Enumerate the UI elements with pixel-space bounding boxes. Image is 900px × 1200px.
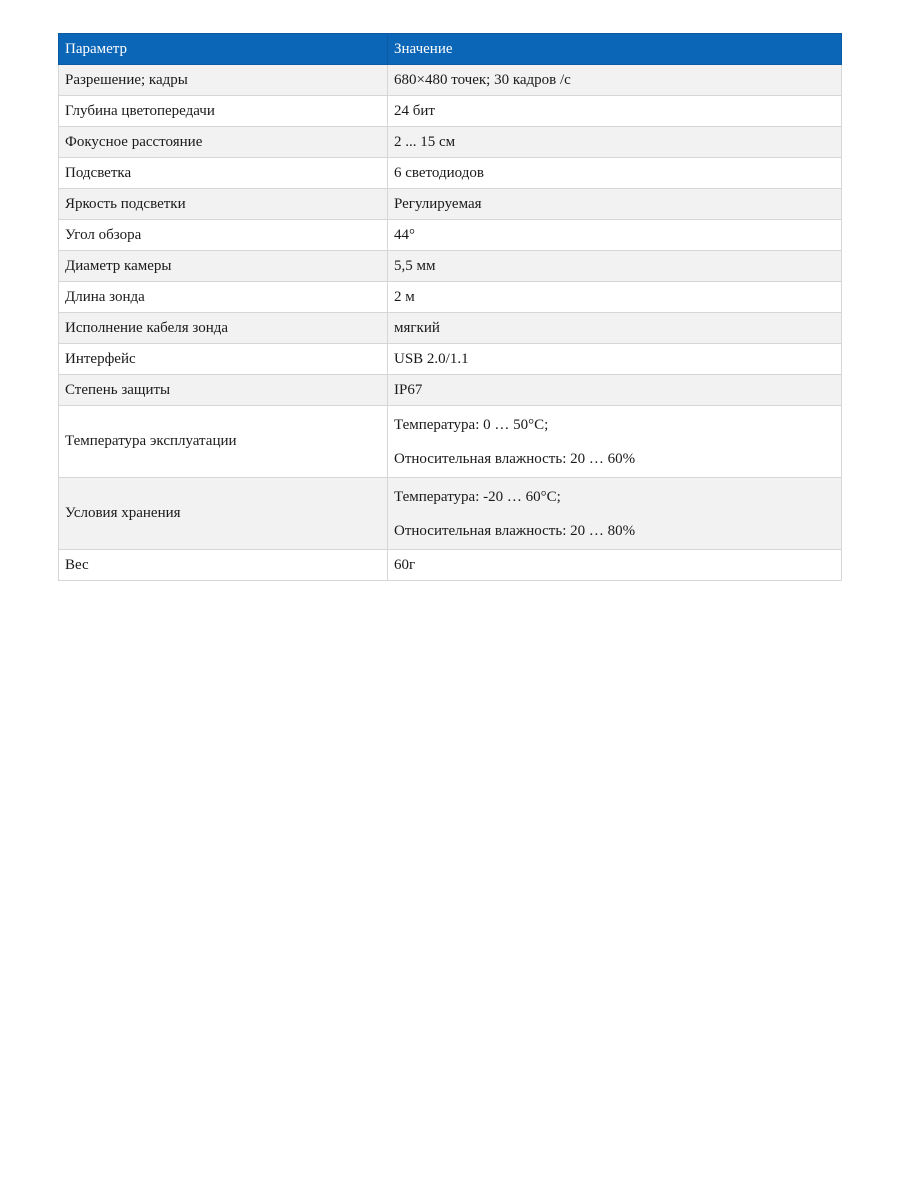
param-cell: Вес <box>59 550 388 581</box>
value-cell <box>388 406 842 478</box>
value-line: 44° <box>394 226 415 243</box>
value-line: Относительная влажность: 20 … 60% <box>394 450 636 467</box>
value-line: 2 ... 15 см <box>394 133 456 150</box>
table-row <box>59 375 842 406</box>
value-cell <box>388 282 842 313</box>
value-cell <box>388 158 842 189</box>
value-line: мягкий <box>394 319 440 336</box>
value-cell <box>388 375 842 406</box>
value-line: Относительная влажность: 20 … 80% <box>394 522 636 539</box>
value-line: Температура: -20 … 60°C; <box>394 488 561 505</box>
table-row <box>59 344 842 375</box>
header-value: Значение <box>388 34 842 65</box>
value-cell <box>388 65 842 96</box>
param-cell: Условия хранения <box>59 478 388 550</box>
value-cell <box>388 313 842 344</box>
value-line: 680×480 точек; 30 кадров /с <box>394 71 571 88</box>
param-cell: Разрешение; кадры <box>59 65 388 96</box>
param-cell: Угол обзора <box>59 220 388 251</box>
value-cell <box>388 96 842 127</box>
table-row <box>59 313 842 344</box>
table-header-row <box>59 34 842 65</box>
value-line: 2 м <box>394 288 415 305</box>
table-row <box>59 406 842 478</box>
table-row <box>59 550 842 581</box>
value-line: 5,5 мм <box>394 257 436 274</box>
value-line: Температура: 0 … 50°C; <box>394 416 549 433</box>
param-cell: Температура эксплуатации <box>59 406 388 478</box>
value-line: 60г <box>394 556 416 573</box>
param-cell: Фокусное расстояние <box>59 127 388 158</box>
value-cell <box>388 251 842 282</box>
value-cell <box>388 478 842 550</box>
table-row <box>59 158 842 189</box>
value-line: Регулируемая <box>394 195 482 212</box>
value-cell <box>388 550 842 581</box>
header-param: Параметр <box>59 34 388 65</box>
value-cell <box>388 344 842 375</box>
param-cell: Диаметр камеры <box>59 251 388 282</box>
value-cell <box>388 220 842 251</box>
value-line: 6 светодиодов <box>394 164 484 181</box>
table-row <box>59 478 842 550</box>
table-row <box>59 251 842 282</box>
param-cell: Яркость подсветки <box>59 189 388 220</box>
spec-table <box>58 33 842 581</box>
table-row <box>59 220 842 251</box>
value-line: USB 2.0/1.1 <box>394 350 469 367</box>
param-cell: Степень защиты <box>59 375 388 406</box>
value-line: 24 бит <box>394 102 435 119</box>
table-row <box>59 96 842 127</box>
table-row <box>59 282 842 313</box>
table-row <box>59 65 842 96</box>
table-row <box>59 127 842 158</box>
param-cell: Подсветка <box>59 158 388 189</box>
param-cell: Глубина цветопередачи <box>59 96 388 127</box>
value-cell <box>388 189 842 220</box>
table-row <box>59 189 842 220</box>
param-cell: Исполнение кабеля зонда <box>59 313 388 344</box>
param-cell: Длина зонда <box>59 282 388 313</box>
value-cell <box>388 127 842 158</box>
param-cell: Интерфейс <box>59 344 388 375</box>
value-line: IP67 <box>394 381 423 398</box>
